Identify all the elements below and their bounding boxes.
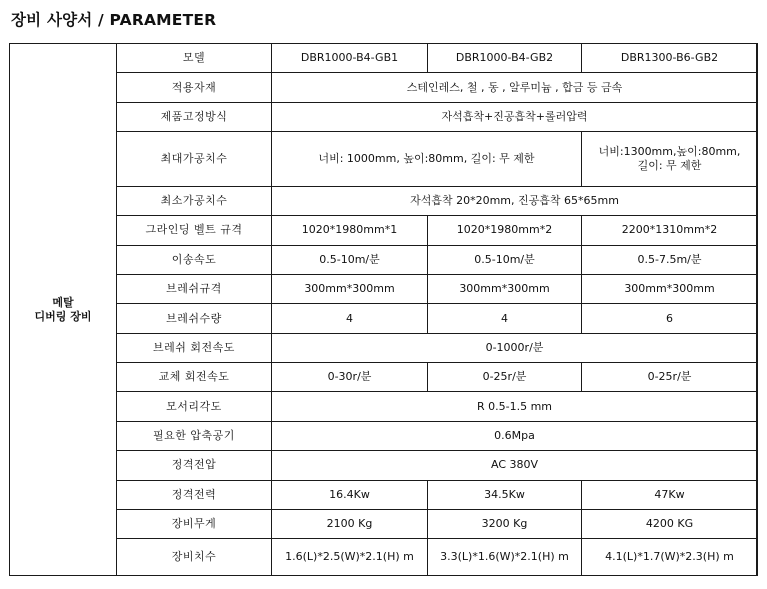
row-label: 그라인딩 벨트 규격 xyxy=(117,216,272,245)
table-row-max-size xyxy=(10,132,758,187)
table-cell: 스테인레스, 철 , 동 , 알루미늄 , 합금 등 금속 xyxy=(272,73,758,102)
table-cell: 4 xyxy=(428,304,582,333)
row-label: 필요한 압축공기 xyxy=(117,421,272,450)
table-row-dimensions xyxy=(10,539,758,576)
table-row-voltage xyxy=(10,451,758,480)
table-cell: 0-30r/분 xyxy=(272,363,428,392)
table-row-brush-size xyxy=(10,274,758,303)
table-cell: 자석흡착 20*20mm, 진공흡착 65*65mm xyxy=(272,186,758,215)
table-row-min-size xyxy=(10,186,758,215)
table-row-brush-count xyxy=(10,304,758,333)
table-cell: 4 xyxy=(272,304,428,333)
table-cell: 0.5-10m/분 xyxy=(428,245,582,274)
table-cell: AC 380V xyxy=(272,451,758,480)
table-row-weight xyxy=(10,509,758,538)
table-cell: 300mm*300mm xyxy=(428,274,582,303)
table-cell: 1020*1980mm*1 xyxy=(272,216,428,245)
row-label: 장비무게 xyxy=(117,509,272,538)
table-cell: 300mm*300mm xyxy=(582,274,758,303)
category-cell: 메탈 디버링 장비 xyxy=(10,44,117,576)
table-cell: DBR1000-B4-GB2 xyxy=(428,44,582,73)
page-title: 장비 사양서 / PARAMETER xyxy=(11,11,217,29)
table-cell: DBR1300-B6-GB2 xyxy=(582,44,758,73)
table-cell: 6 xyxy=(582,304,758,333)
table-cell: 0.5-10m/분 xyxy=(272,245,428,274)
table-row-material xyxy=(10,73,758,102)
row-label: 브레쉬 회전속도 xyxy=(117,333,272,362)
table-cell: 300mm*300mm xyxy=(272,274,428,303)
table-cell: 16.4Kw xyxy=(272,480,428,509)
table-cell: 자석흡착+진공흡착+롤러압력 xyxy=(272,102,758,131)
table-cell: 1.6(L)*2.5(W)*2.1(H) m xyxy=(272,539,428,576)
table-cell: 0.6Mpa xyxy=(272,421,758,450)
table-row-power xyxy=(10,480,758,509)
table-row-model xyxy=(10,44,758,73)
table-row-swap-rpm xyxy=(10,363,758,392)
table-cell: 너비: 1000mm, 높이:80mm, 길이: 무 제한 xyxy=(272,132,582,187)
table-cell: 4200 KG xyxy=(582,509,758,538)
row-label: 정격전력 xyxy=(117,480,272,509)
spec-table xyxy=(9,43,758,576)
table-cell: DBR1000-B4-GB1 xyxy=(272,44,428,73)
table-cell: 0-25r/분 xyxy=(582,363,758,392)
table-cell: 2200*1310mm*2 xyxy=(582,216,758,245)
table-cell: 34.5Kw xyxy=(428,480,582,509)
table-cell: 0-1000r/분 xyxy=(272,333,758,362)
row-label: 모서리각도 xyxy=(117,392,272,421)
table-row-feed-speed xyxy=(10,245,758,274)
row-label: 제품고정방식 xyxy=(117,102,272,131)
row-label: 적용자재 xyxy=(117,73,272,102)
row-label: 브레쉬규격 xyxy=(117,274,272,303)
table-row-fixing xyxy=(10,102,758,131)
table-cell: 3200 Kg xyxy=(428,509,582,538)
table-cell: 1020*1980mm*2 xyxy=(428,216,582,245)
row-label: 최대가공치수 xyxy=(117,132,272,187)
row-label: 이송속도 xyxy=(117,245,272,274)
row-label: 모델 xyxy=(117,44,272,73)
table-row-edge-angle xyxy=(10,392,758,421)
row-label: 최소가공치수 xyxy=(117,186,272,215)
row-label: 장비치수 xyxy=(117,539,272,576)
row-label: 브레쉬수량 xyxy=(117,304,272,333)
table-cell: 3.3(L)*1.6(W)*2.1(H) m xyxy=(428,539,582,576)
table-cell: 4.1(L)*1.7(W)*2.3(H) m xyxy=(582,539,758,576)
table-cell: 0-25r/분 xyxy=(428,363,582,392)
table-row-brush-rpm xyxy=(10,333,758,362)
table-cell: 너비:1300mm,높이:80mm, 길이: 무 제한 xyxy=(582,132,758,187)
table-cell: R 0.5-1.5 mm xyxy=(272,392,758,421)
row-label: 교체 회전속도 xyxy=(117,363,272,392)
table-cell: 2100 Kg xyxy=(272,509,428,538)
table-row-air xyxy=(10,421,758,450)
table-cell: 0.5-7.5m/분 xyxy=(582,245,758,274)
row-label: 정격전압 xyxy=(117,451,272,480)
table-cell: 47Kw xyxy=(582,480,758,509)
table-row-belt xyxy=(10,216,758,245)
